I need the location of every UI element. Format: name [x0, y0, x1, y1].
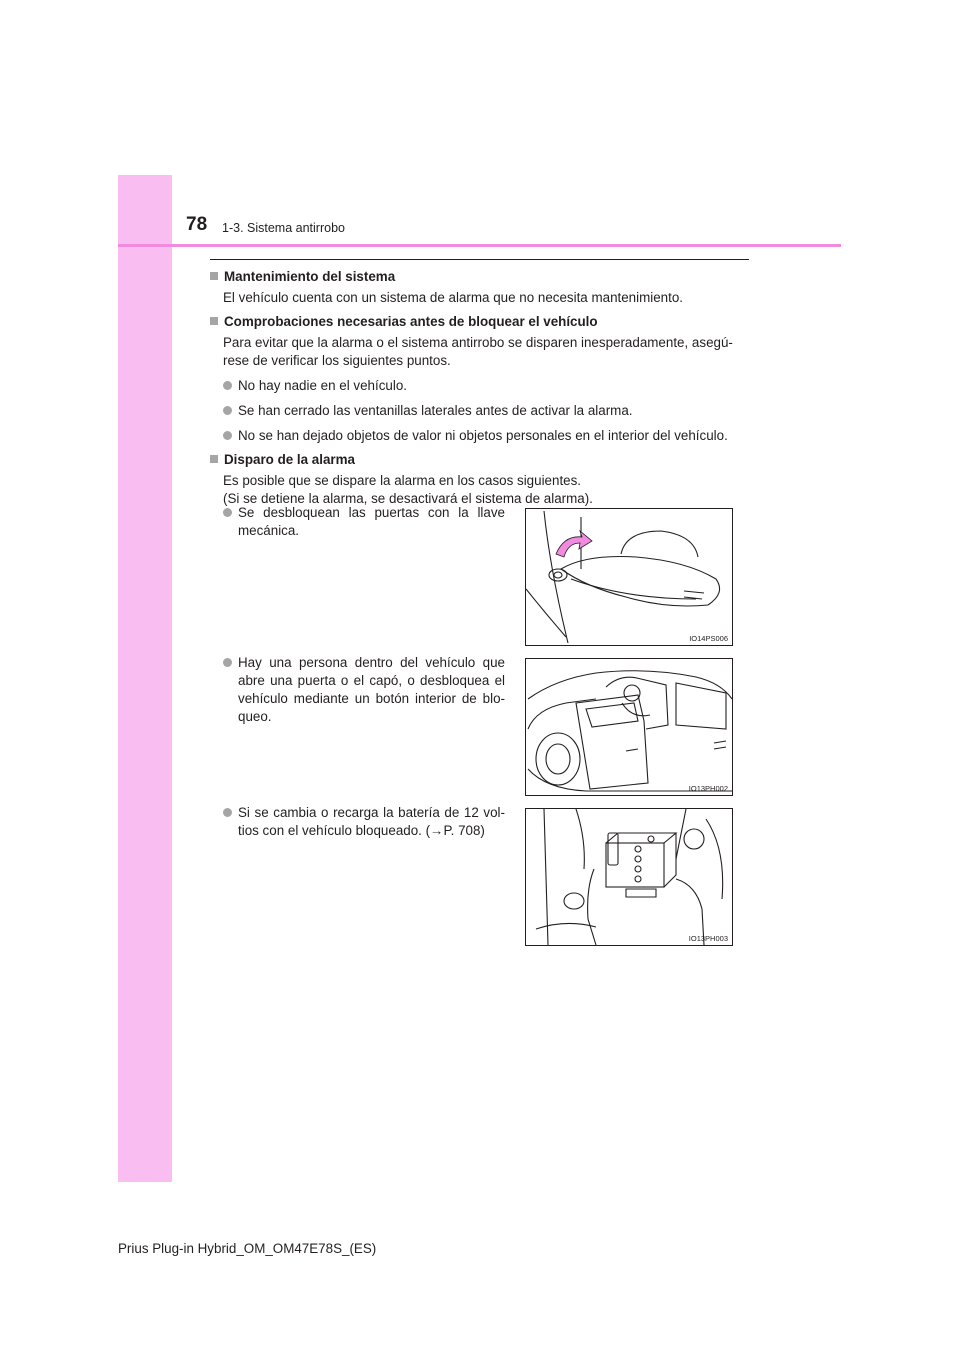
- square-bullet-icon: [210, 455, 218, 463]
- document-footer: Prius Plug-in Hybrid_OM_OM47E78S_(ES): [118, 1241, 377, 1256]
- figure-caption: Hay una persona dentro del vehículo que abre una puerta o el capó, o desbloquea el vehículo mediante un botón interior de blo-queo.: [223, 654, 505, 726]
- figure-code: IO13PH003: [688, 934, 728, 943]
- door-key-lock-illustration: [525, 508, 733, 646]
- round-bullet-icon: [223, 431, 232, 440]
- square-bullet-icon: [210, 272, 218, 280]
- section-heading: Comprobaciones necesarias antes de bloquear el vehículo: [210, 313, 750, 331]
- section-paragraph: El vehículo cuenta con un sistema de alarma que no necesita mantenimiento.: [223, 290, 684, 305]
- round-bullet-icon: [223, 508, 232, 517]
- main-content: [210, 268, 750, 508]
- figure-caption: Se desbloquean las puertas con la llave mecánica.: [223, 504, 505, 540]
- round-bullet-icon: [223, 406, 232, 415]
- list-item: No se han dejado objetos de valor ni objetos personales en el interior del vehículo.: [223, 427, 750, 445]
- section-heading: Mantenimiento del sistema: [210, 268, 750, 286]
- page-number: 78: [186, 214, 208, 235]
- section-title: 1-3. Sistema antirrobo: [222, 221, 345, 235]
- round-bullet-icon: [223, 658, 232, 667]
- list-item: Se han cerrado las ventanillas laterales antes de activar la alarma.: [223, 402, 750, 420]
- section-paragraph: Para evitar que la alarma o el sistema antirrobo se disparen inesperadamente, asegú-rese de verificar los siguientes puntos.: [223, 335, 733, 368]
- square-bullet-icon: [210, 317, 218, 325]
- body-rule: [210, 259, 749, 260]
- battery-replacement-illustration: [525, 808, 733, 946]
- section-heading: Disparo de la alarma: [210, 451, 750, 469]
- list-item: No hay nadie en el vehículo.: [223, 377, 750, 395]
- round-bullet-icon: [223, 808, 232, 817]
- car-open-door-illustration: [525, 658, 733, 796]
- figure-caption: Si se cambia o recarga la batería de 12 vol-tios con el vehículo bloqueado. (→P. 708): [223, 804, 505, 840]
- section-paragraph: Es posible que se dispare la alarma en los casos siguientes. (Si se detiene la alarma, se desactivará el sistema de alarma).: [223, 473, 593, 506]
- side-tab-band: [118, 175, 172, 1182]
- figure-code: IO14PS006: [689, 634, 728, 643]
- round-bullet-icon: [223, 381, 232, 390]
- header-rule: [118, 244, 841, 247]
- figure-code: IO13PH002: [688, 784, 728, 793]
